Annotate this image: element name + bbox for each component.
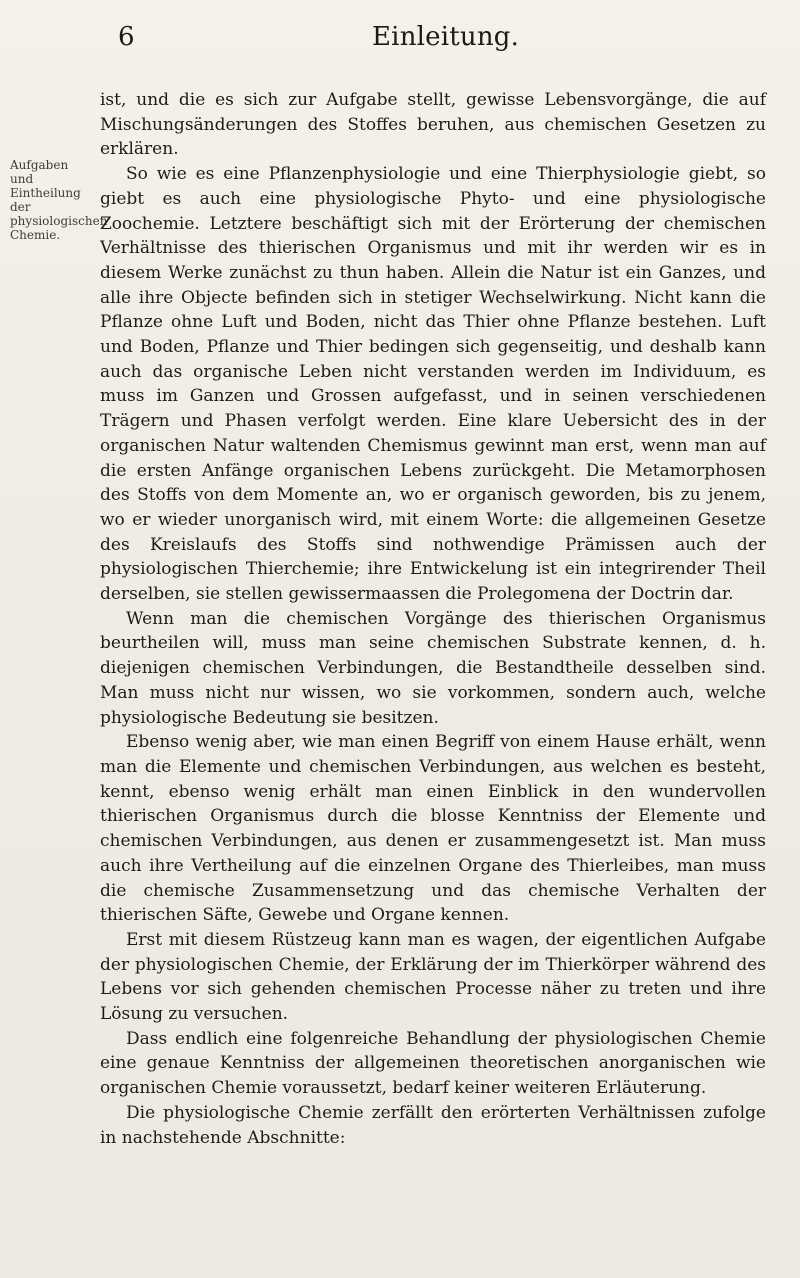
paragraph-phyto-zoochemie: So wie es eine Pflanzenphysiologie und eine Thierphysiologie giebt, so giebt es auch eine physiologische Phyto- und eine physiologische Zoochemie. Letztere beschäftigt sich mit der Erörterung der chemischen Verhältnisse des thierischen Organismus und mit ihr werden wir es in diesem Werke zunächst zu thun haben. Allein die Natur ist ein Ganzes, und alle ihre Objecte befinden sich in stetiger Wechselwirkung. Nicht kann die Pflanze ohne Luft und Boden, nicht das Thier ohne Pflanze bestehen. Luft und Boden, Pflanze und Thier bedingen sich gegenseitig, und deshalb kann auch das organische Leben nicht verstanden werden im Individuum, es muss im Ganzen und Grossen aufgefasst, und in seinen verschiedenen Trägern und Phasen verfolgt werden. Eine klare Uebersicht des in der organischen Natur waltenden Chemismus gewinnt man erst, wenn man auf die ersten Anfänge organischen Lebens zurückgeht. Die Metamorphosen des Stoffs von dem Momente an, wo er organisch geworden, bis zu jenem, wo er wieder unorganisch wird, mit einem Worte: die allgemeinen Gesetze des Kreislaufs des Stoffs sind nothwendige Prämissen auch der physiologischen Thierchemie; ihre Entwickelung ist ein integrirender Theil derselben, sie stellen gewissermaassen die Prolegomena der Doctrin dar.	[100, 164, 766, 605]
paragraph-voraussetzung: Dass endlich eine folgenreiche Behandlung der physiologischen Chemie eine genaue Kenntniss der allgemeinen theoretischen anorganischen wie organischen Chemie voraussetzt, bedarf keiner weiteren Erläuterung.	[100, 1028, 766, 1099]
paragraph-continuation: ist, und die es sich zur Aufgabe stellt, gewisse Lebensvorgänge, die auf Mischungsänderungen des Stoffes beruhen, aus chemischen Gesetzen zu erklären.	[100, 90, 766, 160]
running-head	[0, 8, 800, 56]
marginal-note: Aufgaben und Eintheilung der physiologischen Chemie.	[10, 158, 108, 242]
paragraph-chemische-substrate: Wenn man die chemischen Vorgänge des thierischen Organismus beurtheilen will, muss man seine chemischen Substrate kennen, d. h. diejenigen chemischen Verbindungen, die Bestandtheile desselben sind. Man muss nicht nur wissen, wo sie vorkommen, sondern auch, welche physiologische Bedeutung sie besitzen.	[100, 608, 766, 728]
paragraph-abschnitte: Die physiologische Chemie zerfällt den erörterten Verhältnissen zufolge in nachstehende Abschnitte:	[100, 1102, 766, 1148]
page-number: 6	[118, 22, 135, 52]
body-text	[100, 88, 766, 1150]
paragraph-ruestzeug: Erst mit diesem Rüstzeug kann man es wagen, der eigentlichen Aufgabe der physiologischen Chemie, der Erklärung der im Thierkörper während des Lebens vor sich gehenden chemischen Processe näher zu treten und ihre Lösung zu versuchen.	[100, 929, 766, 1025]
paragraph-hausvergleich: Ebenso wenig aber, wie man einen Begriff von einem Hause erhält, wenn man die Elemente und chemischen Verbindungen, aus welchen es besteht, kennt, ebenso wenig erhält man einen Einblick in den wundervollen thierischen Organismus durch die blosse Kenntniss der Elemente und chemischen Verbindungen, aus denen er zusammengesetzt ist. Man muss auch ihre Vertheilung auf die einzelnen Organe des Thierleibes, man muss die chemische Zusammensetzung und das chemische Verhalten der thierischen Säfte, Gewebe und Organe kennen.	[100, 732, 766, 926]
running-title: Einleitung.	[372, 22, 520, 52]
